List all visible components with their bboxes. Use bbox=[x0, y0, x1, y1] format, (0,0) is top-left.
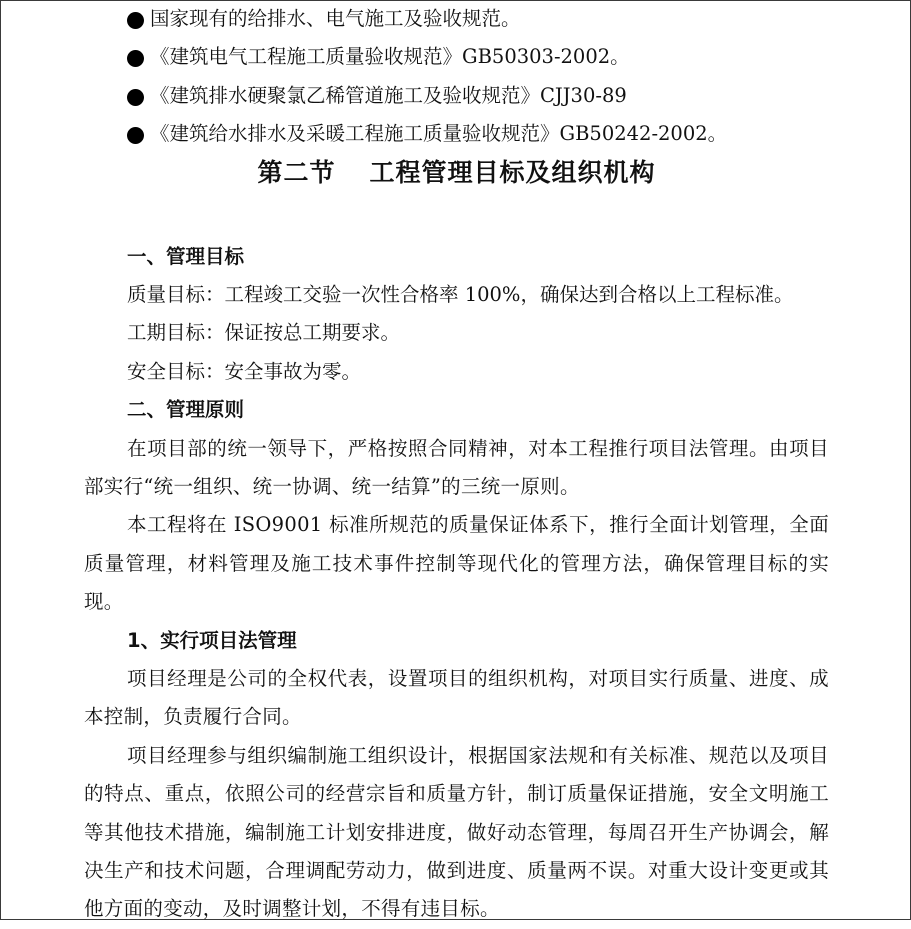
section-number: 第二节 bbox=[257, 157, 336, 187]
document-page bbox=[84, 0, 829, 929]
principles-heading: 二、管理原则 bbox=[127, 398, 245, 422]
project-method-paragraph-1: 项目经理是公司的全权代表，设置项目的组织机构，对项目实行质量、进度、成本控制，负责履行合同。 bbox=[84, 667, 829, 729]
bullet-icon bbox=[127, 127, 144, 144]
list-item-text: 《建筑排水硬聚氯乙稀管道施工及验收规范》CJJ30-89 bbox=[150, 83, 627, 107]
list-item-text: 《建筑给水排水及采暖工程施工质量验收规范》GB50242-2002。 bbox=[150, 122, 728, 146]
standards-list bbox=[84, 0, 829, 154]
project-method-heading: 1、实行项目法管理 bbox=[127, 628, 297, 652]
goals-heading: 一、管理目标 bbox=[127, 244, 245, 268]
bullet-icon bbox=[127, 12, 144, 29]
list-item bbox=[84, 38, 829, 76]
schedule-goal: 工期目标：保证按总工期要求。 bbox=[127, 321, 401, 345]
list-item-text: 国家现有的给排水、电气施工及验收规范。 bbox=[150, 7, 521, 30]
list-item-text: 《建筑电气工程施工质量验收规范》GB50303-2002。 bbox=[150, 45, 630, 69]
safety-goal: 安全目标：安全事故为零。 bbox=[127, 359, 362, 383]
list-item bbox=[84, 77, 829, 115]
section-title bbox=[84, 154, 829, 192]
quality-goal: 质量目标：工程竣工交验一次性合格率 100%，确保达到合格以上工程标准。 bbox=[127, 282, 794, 306]
bullet-icon bbox=[127, 89, 144, 106]
list-item bbox=[84, 115, 829, 153]
principles-paragraph-1: 在项目部的统一领导下，严格按照合同精神，对本工程推行项目法管理。由项目部实行“统一组织、统一协调、统一结算”的三统一原则。 bbox=[84, 436, 829, 498]
principles-paragraph-2: 本工程将在 ISO9001 标准所规范的质量保证体系下，推行全面计划管理，全面质量管理，材料管理及施工技术事件控制等现代化的管理方法，确保管理目标的实现。 bbox=[84, 513, 829, 614]
project-method-paragraph-2: 项目经理参与组织编制施工组织设计，根据国家法规和有关标准、规范以及项目的特点、重点，依照公司的经营宗旨和质量方针，制订质量保证措施，安全文明施工等其他技术措施，编制施工计划安排进度，做好动态管理，每周召开生产协调会，解决生产和技术问题，合理调配劳动力，做到进度、质量两不误。对重大设计变更或其他方面的变动，及时调整计划，不得有违目标。 bbox=[84, 743, 829, 921]
bullet-icon bbox=[127, 50, 144, 67]
section-title-text: 工程管理目标及组织机构 bbox=[369, 157, 656, 187]
list-item bbox=[84, 0, 829, 38]
